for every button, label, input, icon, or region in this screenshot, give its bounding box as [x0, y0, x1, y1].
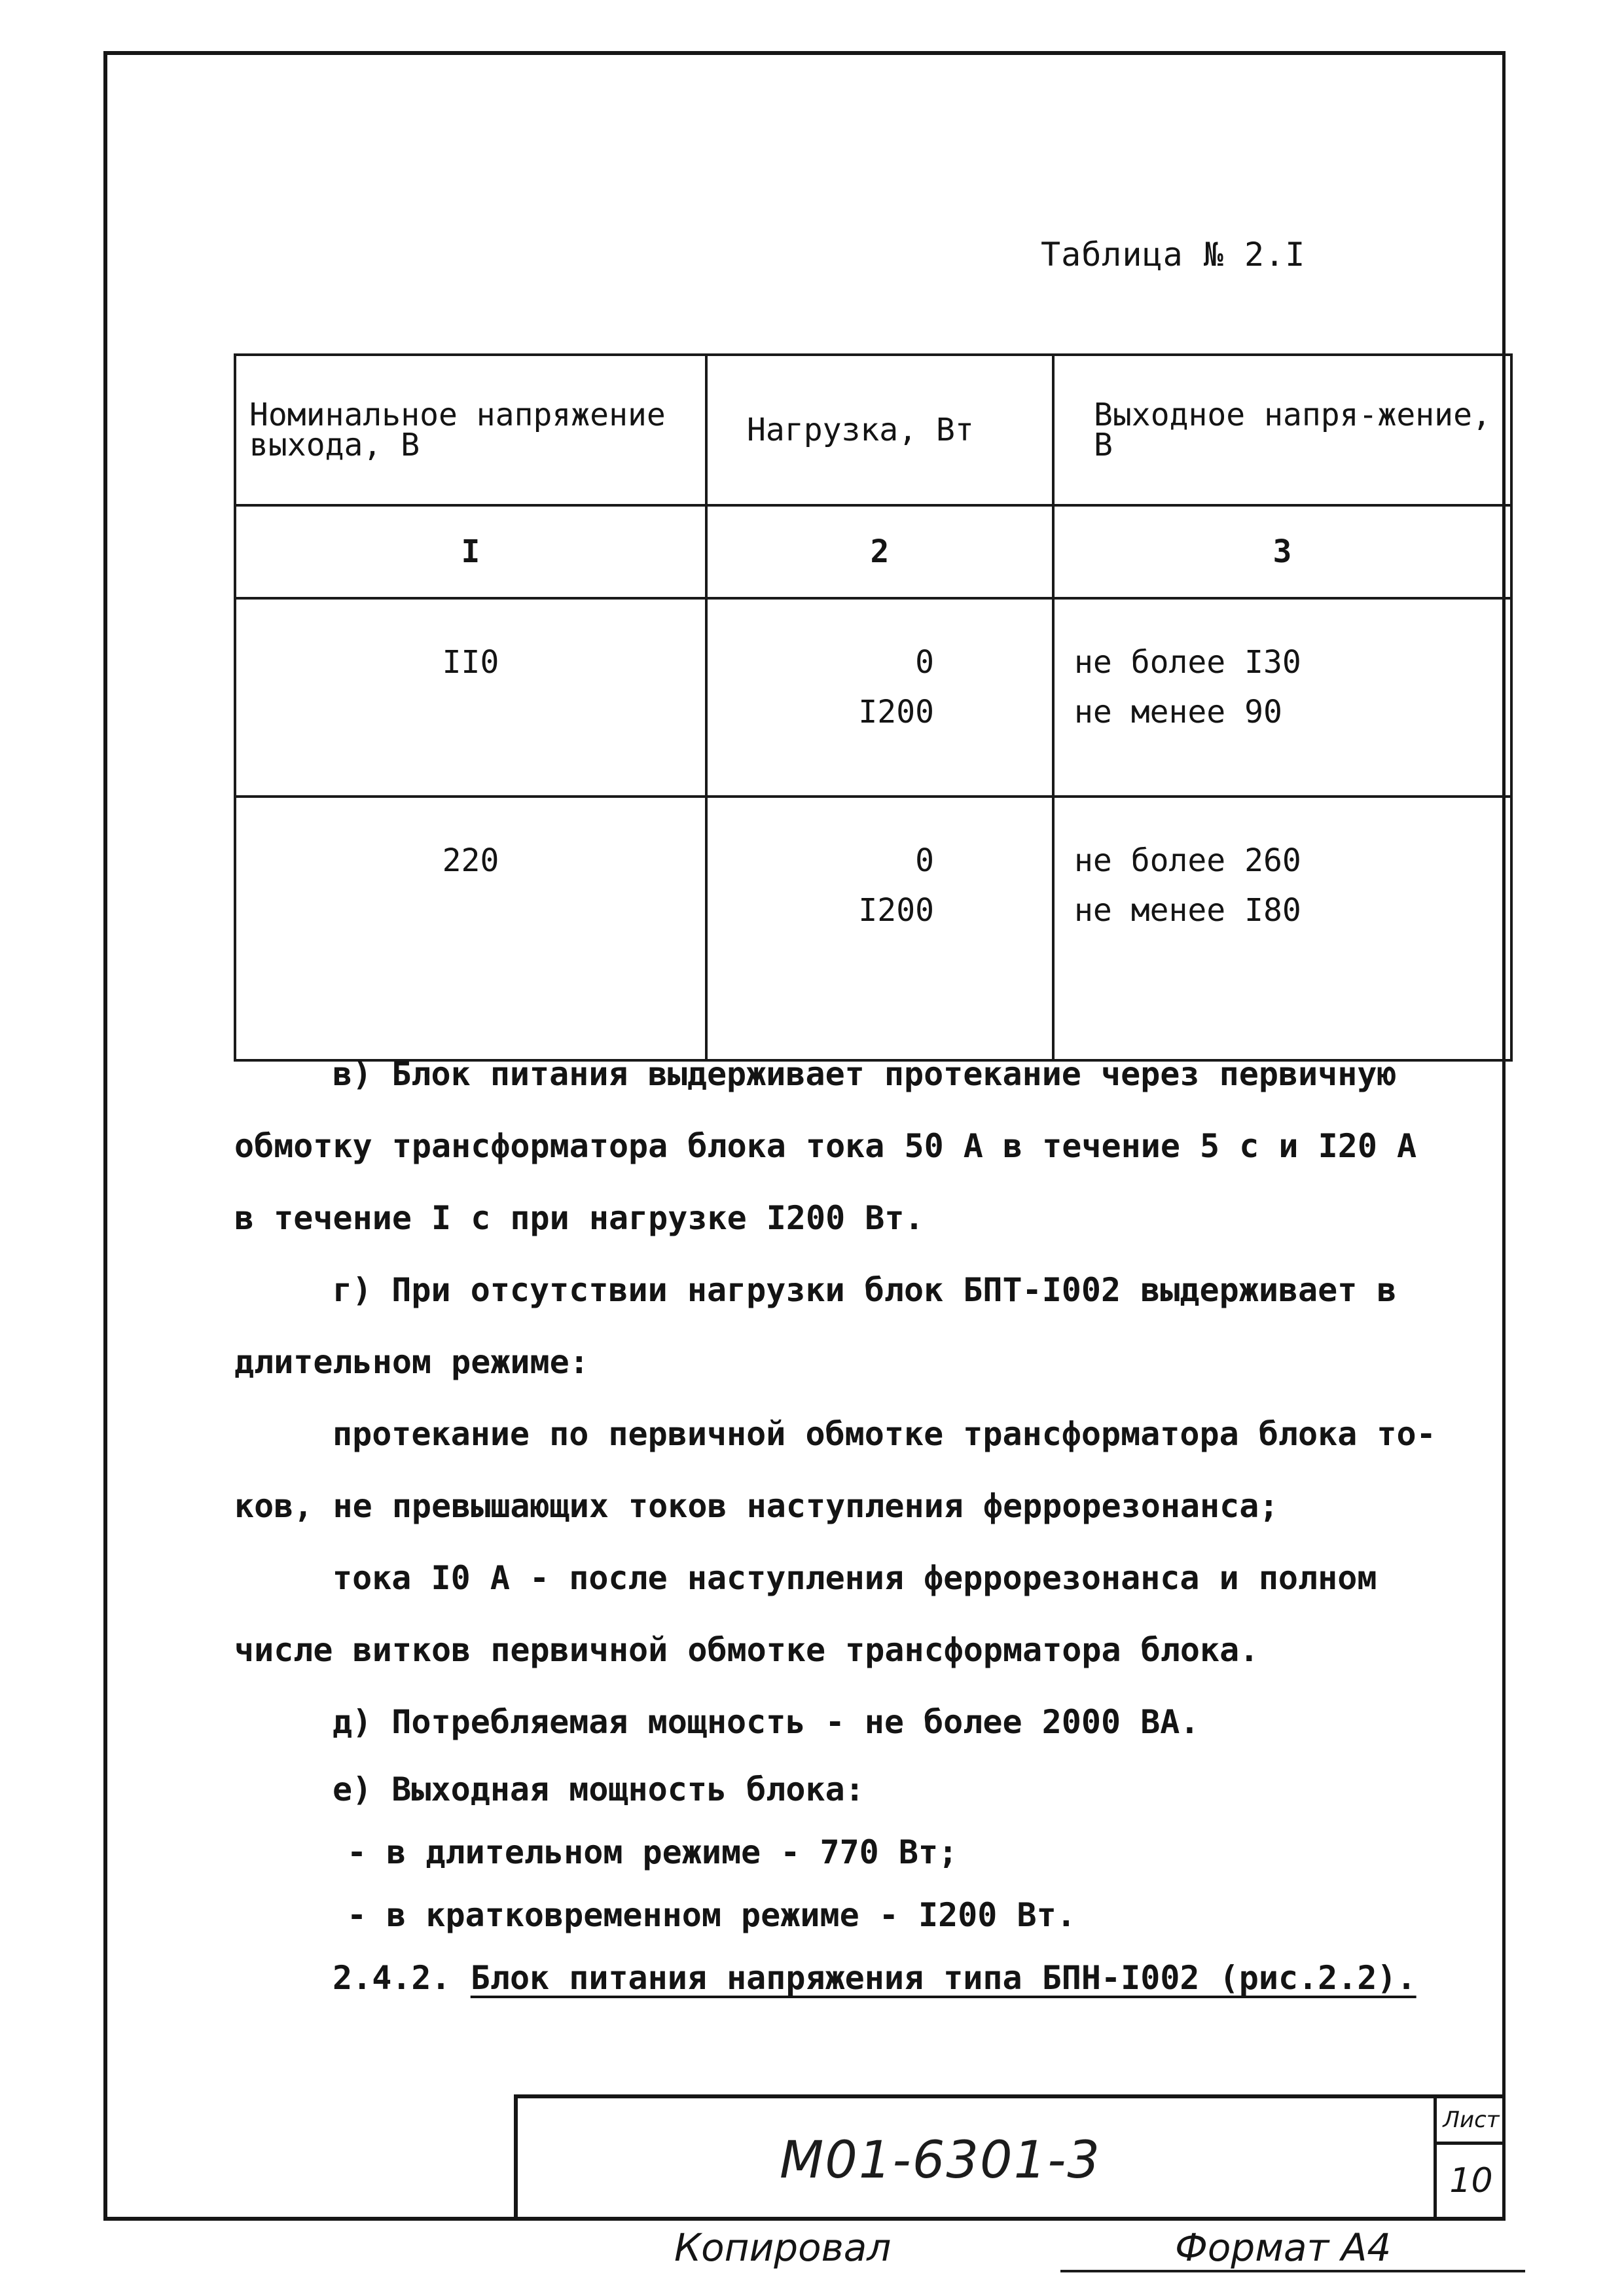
paragraph-line: протекание по первичной обмотке трансформатора блока то- [333, 1415, 1436, 1453]
output-voltage-cell [1053, 598, 1511, 797]
load-cell [706, 797, 1053, 1060]
paragraph-line: ков, не превышающих токов наступления феррорезонанса; [234, 1487, 1279, 1525]
load-value: I200 [858, 892, 934, 929]
spec-table [234, 353, 1513, 1062]
paragraph-line: длительном режиме: [234, 1343, 589, 1381]
column-number: 3 [1053, 505, 1511, 598]
load-value: 0 [915, 644, 934, 681]
list-item-e: е) Выходная мощность блока: [333, 1770, 865, 1808]
table-row [235, 598, 1511, 797]
sheet-box [1434, 2098, 1506, 2221]
output-value: не более 260 [1074, 842, 1301, 879]
load-value: I200 [858, 694, 934, 730]
header-output-voltage: Выходное напря-жение, В [1053, 355, 1511, 505]
paragraph-line: обмотку трансформатора блока тока 50 А в течение 5 с и I20 А [234, 1127, 1417, 1165]
section-number: 2.4.2. [333, 1959, 451, 1997]
dash-item: - в длительном режиме - 770 Вт; [347, 1833, 958, 1871]
footer-format: Формат А4 [1175, 2225, 1392, 2270]
paragraph-line: в течение I с при нагрузке I200 Вт. [234, 1199, 924, 1237]
section-heading [234, 1946, 1436, 2009]
load-cell [706, 598, 1053, 797]
header-nominal-voltage: Номинальное напряжение выхода, В [235, 355, 706, 505]
output-voltage-cell [1053, 797, 1511, 1060]
table-column-number-row [235, 505, 1511, 598]
paragraph-line: числе витков первичной обмотке трансформатора блока. [234, 1631, 1259, 1669]
table-row [235, 797, 1511, 1060]
load-value: 0 [915, 842, 934, 879]
paragraph-line: тока I0 А - после наступления феррорезонанса и полном [333, 1559, 1377, 1597]
sheet-number: 10 [1449, 2161, 1493, 2200]
table-title: Таблица № 2.I [1041, 236, 1306, 274]
output-value: не менее I80 [1074, 892, 1301, 929]
header-load: Нагрузка, Вт [706, 355, 1053, 505]
document-code: М01-6301-3 [780, 2131, 1101, 2190]
dash-item: - в кратковременном режиме - I200 Вт. [347, 1896, 1076, 1934]
table-header-row [235, 355, 1511, 505]
footer-underline [1060, 2270, 1525, 2272]
output-value: не менее 90 [1074, 694, 1282, 730]
paragraph-line: в) Блок питания выдерживает протекание через первичную [333, 1055, 1397, 1093]
list-item-d: д) Потребляемая мощность - не более 2000 ВА. [333, 1703, 1200, 1741]
footer-copied: Копировал [674, 2225, 892, 2270]
paragraph-line: г) При отсутствии нагрузки блок БПТ-I002 выдерживает в [333, 1271, 1397, 1309]
section-title: Блок питания напряжения типа БПН-I002 (рис.2.2). [470, 1959, 1416, 1997]
column-number: I [235, 505, 706, 598]
output-value: не более I30 [1074, 644, 1301, 681]
sheet-label: Лист [1437, 2098, 1506, 2145]
body-text [234, 1038, 1436, 2009]
nominal-voltage-cell: II0 [235, 598, 706, 797]
title-block [514, 2094, 1506, 2221]
nominal-voltage-cell: 220 [235, 797, 706, 1060]
column-number: 2 [706, 505, 1053, 598]
